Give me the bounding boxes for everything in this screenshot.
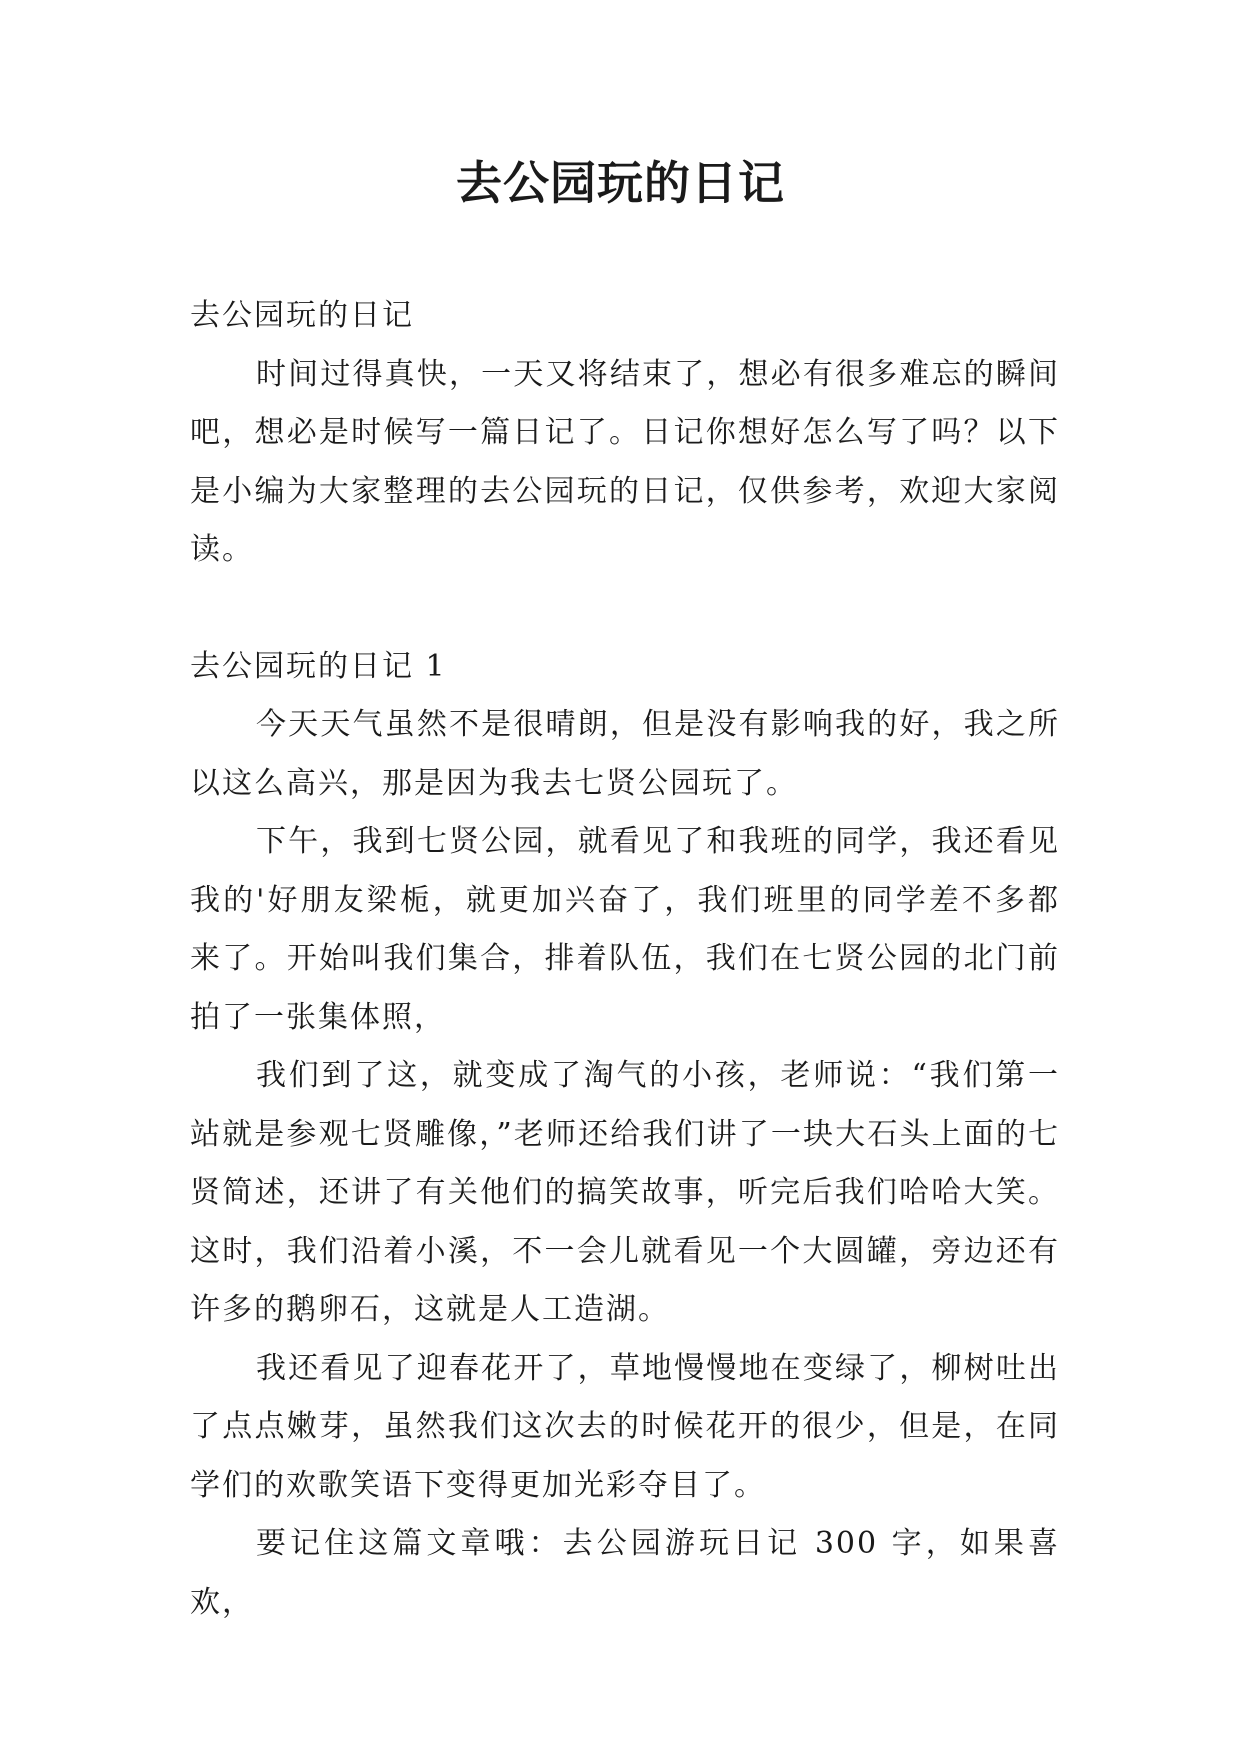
document-body [190,287,1060,1632]
body-paragraph: 要记住这篇文章哦：去公园游玩日记 300 字，如果喜欢， [190,1526,1060,1620]
section-heading: 去公园玩的日记 1 [190,648,447,684]
body-paragraph: 我还看见了迎春花开了，草地慢慢地在变绿了，柳树吐出了点点嫩芽，虽然我们这次去的时候花开的很少，但是，在同学们的欢歌笑语下变得更加光彩夺目了。 [190,1350,1060,1503]
intro-paragraph: 时间过得真快，一天又将结束了，想必有很多难忘的瞬间吧，想必是时候写一篇日记了。日记你想好怎么写了吗？以下是小编为大家整理的去公园玩的日记，仅供参考，欢迎大家阅读。 [190,356,1060,567]
intro-heading: 去公园玩的日记 [190,298,414,333]
body-paragraph: 下午，我到七贤公园，就看见了和我班的同学，我还看见我的'好朋友梁栀，就更加兴奋了，我们班里的同学差不多都来了。开始叫我们集合，排着队伍，我们在七贤公园的北门前拍了一张集体照， [190,824,1060,1035]
body-paragraph: 我们到了这，就变成了淘气的小孩，老师说：“我们第一站就是参观七贤雕像，”老师还给我们讲了一块大石头上面的七贤简述，还讲了有关他们的搞笑故事，听完后我们哈哈大笑。这时，我们沿着小溪，不一会儿就看见一个大圆罐，旁边还有许多的鹅卵石，这就是人工造湖。 [190,1058,1060,1327]
body-paragraph: 今天天气虽然不是很晴朗，但是没有影响我的好，我之所以这么高兴，那是因为我去七贤公园玩了。 [190,707,1060,801]
section-gap [190,580,1060,638]
document-title: 去公园玩的日记 [456,156,785,210]
